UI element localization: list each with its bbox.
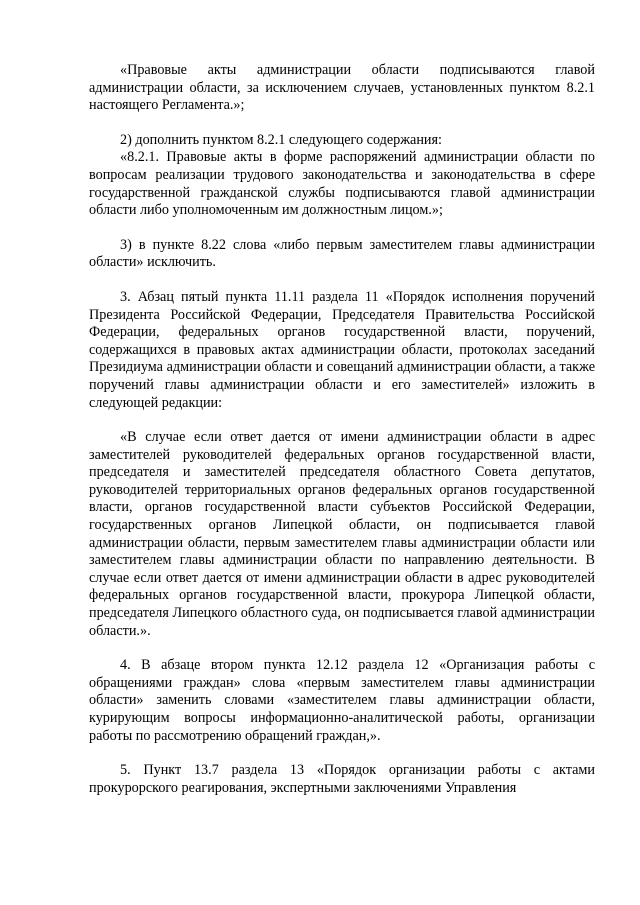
paragraph-section-3: 3. Абзац пятый пункта 11.11 раздела 11 «Порядок исполнения поручений Президента Российской Федерации, Председателя Правительства Российской Федерации, федеральных органов государственной власти, поручений, содержащихся в правовых актах администрации области, протоколах заседаний Президиума администрации области и совещаний администрации области, а также поручений главы администрации области и его заместителей» изложить в следующей редакции: bbox=[89, 288, 595, 411]
paragraph-clause-8-2-1: «8.2.1. Правовые акты в форме распоряжений администрации области по вопросам реализации трудового законодательства и законодательства в сфере государственной гражданской службы подписываются главой администрации области либо уполномоченным им должностным лицом.»; bbox=[89, 149, 595, 219]
document-body bbox=[89, 62, 595, 797]
paragraph-amendment-3: 3) в пункте 8.22 слова «либо первым заместителем главы администрации области» исключить. bbox=[89, 236, 595, 271]
paragraph-new-wording: «В случае если ответ дается от имени администрации области в адрес заместителей руководителей федеральных органов государственной власти, председателя и заместителей председателя областного Совета депутатов, руководителей территориальных органов федеральных органов государственной власти, органов государственной власти субъектов Российской Федерации, государственных органов Липецкой области, он подписывается главой администрации области, первым заместителем главы администрации области или заместителем главы администрации области по направлению деятельности. В случае если ответ дается от имени администрации области в адрес руководителей федеральных органов государственной власти, прокурора Липецкой области, председателя Липецкого областного суда, он подписывается главой администрации области.». bbox=[89, 429, 595, 639]
paragraph-amendment-2: 2) дополнить пунктом 8.2.1 следующего содержания: bbox=[120, 131, 442, 148]
paragraph-section-4: 4. В абзаце втором пункта 12.12 раздела 12 «Организация работы с обращениями граждан» слова «первым заместителем главы администрации области» заменить словами «заместителем главы администрации области, курирующим вопросы информационно-аналитической работы, организации работы по рассмотрению обращений граждан,». bbox=[89, 657, 595, 744]
paragraph-regulation-quote: «Правовые акты администрации области подписываются главой администрации области, за исключением случаев, установленных пунктом 8.2.1 настоящего Регламента.»; bbox=[89, 62, 595, 114]
paragraph-section-5: 5. Пункт 13.7 раздела 13 «Порядок организации работы с актами прокурорского реагирования, экспертными заключениями Управления bbox=[89, 762, 595, 796]
